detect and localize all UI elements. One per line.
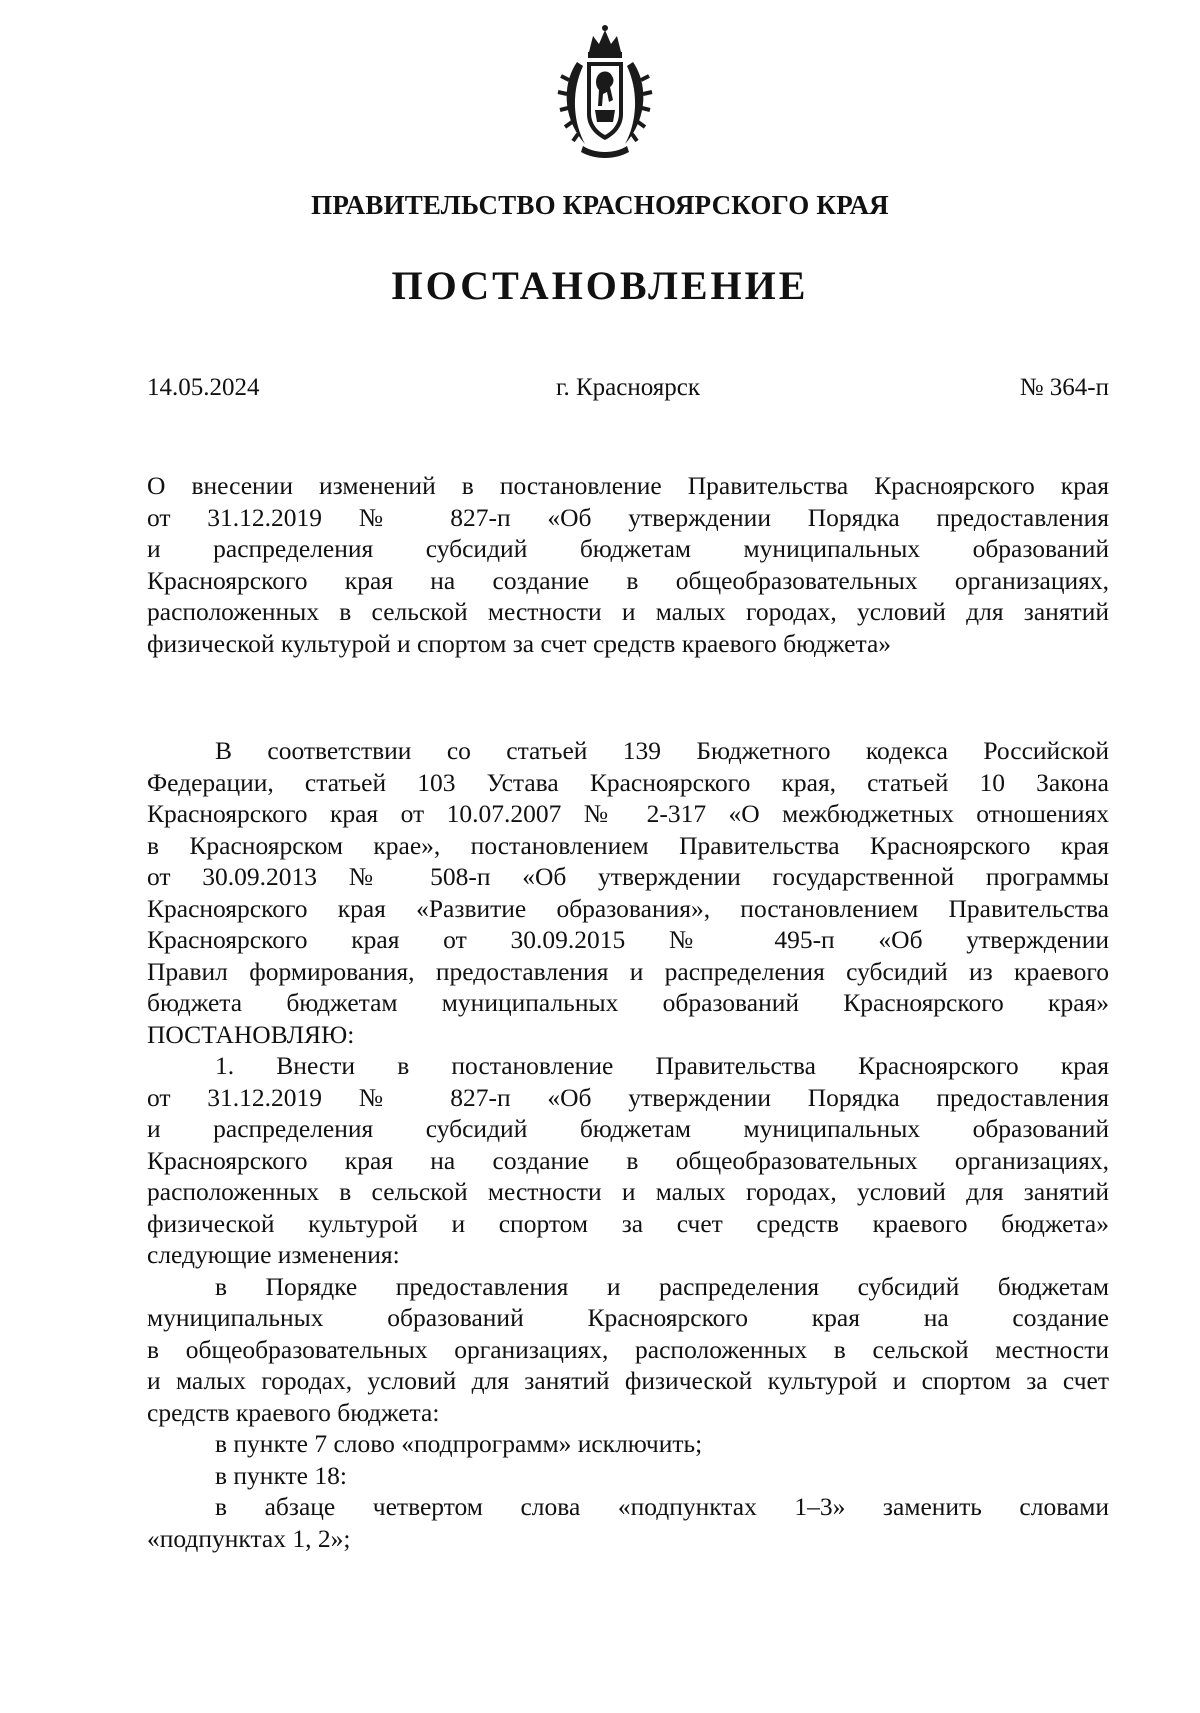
preamble-line: от 30.09.2013 № 508-п «Об утверждении государственной программы <box>147 862 1109 891</box>
item-1-line: от 31.12.2019 № 827-п «Об утверждении Порядка предоставления <box>147 1082 1109 1112</box>
document-subject <box>147 470 1109 659</box>
order-line: и малых городах, условий для занятий физической культурой и спортом за счет <box>147 1366 1109 1395</box>
subject-line: О внесении изменений в постановление Правительства Красноярского края <box>147 471 1109 500</box>
preamble-line: Красноярского края «Развитие образования», постановлением Правительства <box>147 893 1109 923</box>
preamble-line: ПОСТАНОВЛЯЮ: <box>147 1019 355 1049</box>
item-1-line: Красноярского края на создание в общеобразовательных организациях, <box>147 1145 1109 1175</box>
subject-line: физической культурой и спортом за счет средств краевого бюджета» <box>147 628 892 658</box>
order-line: в общеобразовательных организациях, расположенных в сельской местности <box>147 1334 1109 1364</box>
order-line: муниципальных образований Красноярского края на создание <box>147 1303 1109 1332</box>
preamble-line: Красноярского края от 30.09.2015 № 495-п «Об утверждении <box>147 925 1109 954</box>
document-meta-row <box>147 374 1109 402</box>
preamble-line: бюджета бюджетам муниципальных образований Красноярского края» <box>147 988 1109 1017</box>
document-number: № 364-п <box>1019 374 1109 401</box>
item-1-line: следующие изменения: <box>147 1240 400 1269</box>
order-line: в Порядке предоставления и распределения субсидий бюджетам <box>215 1271 1109 1301</box>
preamble-line: Федерации, статьей 103 Устава Красноярского края, статьей 10 Закона <box>147 767 1109 797</box>
preamble-paragraph <box>147 735 1109 1050</box>
coat-of-arms-icon <box>555 22 655 160</box>
point-18-line: в пункте 18: <box>215 1460 347 1490</box>
document-date: 14.05.2024 <box>147 374 260 401</box>
item-1-line: и распределения субсидий бюджетам муниципальных образований <box>147 1114 1109 1143</box>
order-paragraph <box>147 1271 1109 1429</box>
item-1-paragraph <box>147 1050 1109 1271</box>
order-line: средств краевого бюджета: <box>147 1397 440 1427</box>
item-1-line: расположенных в сельской местности и малых городах, условий для занятий <box>147 1177 1109 1206</box>
point-7-line: в пункте 7 слово «подпрограмм» исключить; <box>215 1429 703 1458</box>
point-18-paragraph <box>147 1460 1109 1492</box>
preamble-line: в Красноярском крае», постановлением Правительства Красноярского края <box>147 830 1109 860</box>
abzac-line: «подпунктах 1, 2»; <box>147 1523 351 1553</box>
abzac-paragraph <box>147 1491 1109 1554</box>
preamble-line: В соответствии со статьей 139 Бюджетного кодекса Российской <box>215 736 1109 765</box>
item-1-line: физической культурой и спортом за счет средств краевого бюджета» <box>147 1208 1109 1238</box>
document-body <box>147 735 1109 1554</box>
preamble-line: Правил формирования, предоставления и распределения субсидий из краевого <box>147 956 1109 986</box>
subject-line: расположенных в сельской местности и малых городах, условий для занятий <box>147 597 1109 626</box>
subject-line: Красноярского края на создание в общеобразовательных организациях, <box>147 565 1109 595</box>
document-type-title: ПОСТАНОВЛЕНИЕ <box>391 263 809 308</box>
point-7-paragraph <box>147 1428 1109 1460</box>
document-city: г. Красноярск <box>556 374 700 401</box>
item-1-line: 1. Внести в постановление Правительства Красноярского края <box>215 1051 1109 1080</box>
subject-line: и распределения субсидий бюджетам муниципальных образований <box>147 534 1109 563</box>
subject-line: от 31.12.2019 № 827-п «Об утверждении Порядка предоставления <box>147 502 1109 532</box>
organization-title: ПРАВИТЕЛЬСТВО КРАСНОЯРСКОГО КРАЯ <box>311 190 889 220</box>
preamble-line: Красноярского края от 10.07.2007 № 2-317 «О межбюджетных отношениях <box>147 799 1109 828</box>
abzac-line: в абзаце четвертом слова «подпунктах 1–3» заменить словами <box>215 1492 1109 1521</box>
